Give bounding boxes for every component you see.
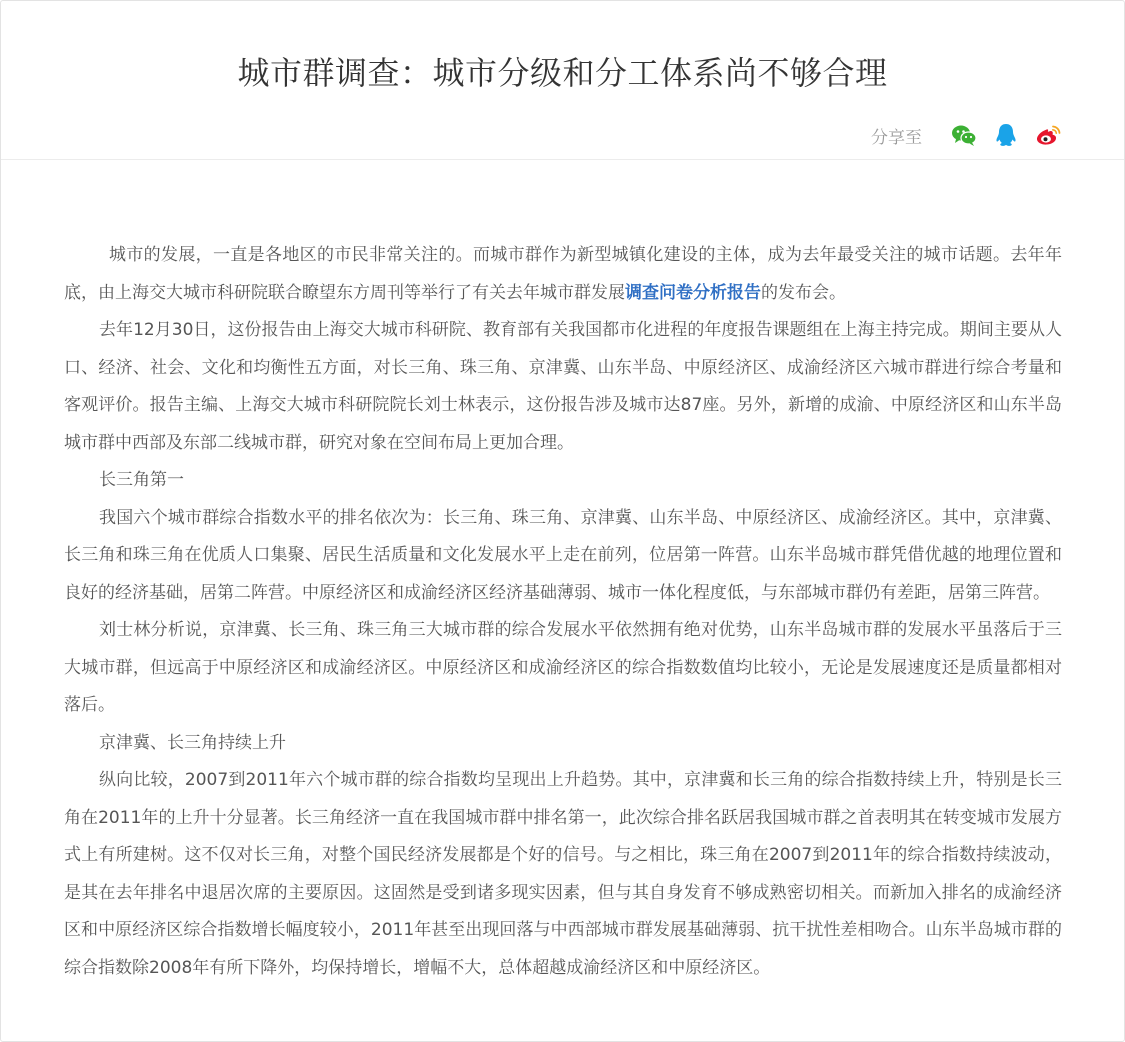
section-heading: 长三角第一 (99, 470, 184, 490)
report-link[interactable]: 调查问卷分析报告 (625, 282, 761, 303)
article-paragraph: 纵向比较，2007到2011年六个城市群的综合指数均呈现出上升趋势。其中，京津冀和长三角的综合指数持续上升，特别是长三角在2011年的上升十分显著。长三角经济一直在我国城市群中排名第一，此次综合排名跃居我国城市群之首表明其在转变城市发展方式上有所建树。这不仅对长三角，对整个国民经济发展都是个好的信号。与之相比，珠三角在2007到2011年的综合指数持续波动，是其在去年排名中退居次席的主要原因。这固然是受到诸多现实因素，但与其自身发育不够成熟密切相关。而新加入排名的成渝经济区和中原经济区综合指数增长幅度较小，2011年甚至出现回落与中西部城市群发展基础薄弱、抗干扰性差相吻合。山东半岛城市群的综合指数除2008年有所下降外，均保持增长，增幅不大，总体超越成渝经济区和中原经济区。 (64, 770, 1062, 978)
article-title: 城市群调查：城市分级和分工体系尚不够合理 (237, 54, 888, 92)
article-header (1, 1, 1124, 160)
article-body (64, 237, 1062, 987)
article-paragraph: 我国六个城市群综合指数水平的排名依次为：长三角、珠三角、京津冀、山东半岛、中原经济区、成渝经济区。其中，京津冀、长三角和珠三角在优质人口集聚、居民生活质量和文化发展水平上走在前列，位居第一阵营。山东半岛城市群凭借优越的地理位置和良好的经济基础，居第二阵营。中原经济区和成渝经济区经济基础薄弱、城市一体化程度低，与东部城市群仍有差距，居第三阵营。 (64, 507, 1062, 603)
article-paragraph: 去年12月30日，这份报告由上海交大城市科研院、教育部有关我国都市化进程的年度报告课题组在上海主持完成。期间主要从人口、经济、社会、文化和均衡性五方面，对长三角、珠三角、京津冀、山东半岛、中原经济区、成渝经济区六城市群进行综合考量和客观评价。报告主编、上海交大城市科研院院长刘士林表示，这份报告涉及城市达87座。另外，新增的成渝、中原经济区和山东半岛城市群中西部及东部二线城市群，研究对象在空间布局上更加合理。 (64, 320, 1062, 453)
share-label: 分享至 (871, 127, 922, 148)
section-heading: 京津冀、长三角持续上升 (99, 732, 286, 753)
share-bar (871, 119, 1062, 151)
article-paragraph: 刘士林分析说，京津冀、长三角、珠三角三大城市群的综合发展水平依然拥有绝对优势，山东半岛城市群的发展水平虽落后于三大城市群，但远高于中原经济区和成渝经济区。中原经济区和成渝经济区的综合指数数值均比较小，无论是发展速度还是质量都相对落后。 (64, 620, 1062, 715)
qq-icon[interactable] (992, 121, 1020, 149)
weibo-icon[interactable] (1034, 121, 1062, 149)
wechat-icon[interactable] (950, 121, 978, 149)
paragraph-text: 的发布会。 (761, 282, 846, 303)
article-paragraph (64, 237, 1062, 312)
paragraph-text: 城市的发展，一直是各地区的市民非常关注的。而城市群作为新型城镇化建设的主体，成为去年最受关注的城市话题。去年年底，由上海交大城市科研院联合瞭望东方周刊等举行了有关去年城市群发展 (64, 245, 1062, 303)
